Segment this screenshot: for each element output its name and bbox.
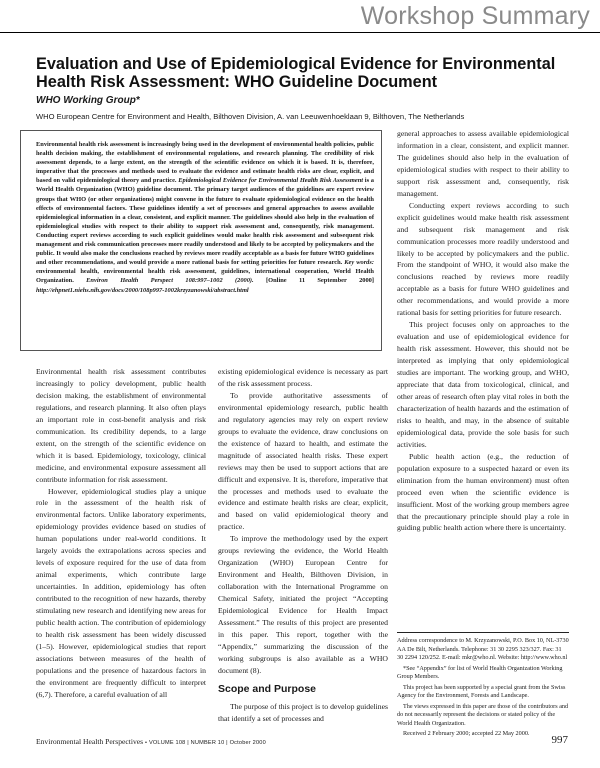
citation: Environ Health Perspect 108:997–1002 (2000). xyxy=(86,277,254,285)
paragraph: existing epidemiological evidence is necessary as part of the risk assessment process. xyxy=(218,367,388,388)
journal-name: Environmental Health Perspectives xyxy=(36,737,144,746)
section-label: Workshop Summary xyxy=(360,2,590,30)
article-title: Evaluation and Use of Epidemiological Evidence for Environmental Health Risk Assessment: WHO Guideline Document xyxy=(36,55,556,91)
column-3 xyxy=(397,128,569,534)
paragraph: To provide authoritative assessments of environmental epidemiology research, public health and regulatory agencies may rely on expert review groups to evaluate the evidence, draw conclusions on the existence of hazard to health, and estimate the magnitude of associated health risks. These expert reviews may then be used to support actions that are difficult and expensive. It is, therefore, imperative that the processes and methods used to evaluate the evidence and estimate health risks are clear, explicit, and based on valid epidemiological theory and practice. xyxy=(218,390,388,532)
appendix-note: *See “Appendix” for list of World Health Organization Working Group Members. xyxy=(397,664,563,680)
section-heading: Scope and Purpose xyxy=(218,682,317,695)
running-footer xyxy=(36,737,266,746)
disclaimer-note: The views expressed in this paper are those of the contributors and do not necessarily represent the decisions or stated policy of the World Health Organization. xyxy=(397,702,569,727)
abstract-url[interactable]: http://ehpnet1.niehs.nih.gov/docs/2000/108p997-1002krzyzanowski/abstract.html xyxy=(36,286,249,294)
paragraph: Conducting expert reviews according to such explicit guidelines would make health risk assessment and subsequent risk management and risk communication processes more readily understood and likely to be accepted by policymakers and the public. From the standpoint of WHO, it would also make the conclusions reached by reviews more readily acceptable as a basis for future WHO guidelines and other recommendations, and would provide a more rational basis for setting priorities for future research. xyxy=(397,200,569,318)
received-note: Received 2 February 2000; accepted 22 May 2000. xyxy=(403,730,530,737)
paragraph: Environmental health risk assessment contributes increasingly to policy development, public health decision making, the establishment of environmental regulations, and research planning. It also often plays an important role in cost-benefit analysis and risk communication. Its credibility depends, to a large extent, on the strength of the scientific evidence on which it is based. Epidemiology, toxicology, clinical medicine, and environmental exposure assessment all contribute information for risk assessment. xyxy=(36,367,206,484)
paragraph: This project focuses only on approaches to the evaluation and use of epidemiological evidence for health risk assessment. However, this should not be interpreted as implying that only epidemiological studies are important. The working group, and WHO, appreciate that data from toxicological, clinical, and other areas of research often play vital roles in both the characterization of health hazards and the estimation of risks to health, and may, in the absence of suitable epidemiological data, provide the sole basis for such activities. xyxy=(397,320,569,449)
column-2 xyxy=(218,366,388,725)
page-number: 997 xyxy=(551,734,568,746)
column-1 xyxy=(36,366,206,701)
abstract-text-2: is a World Health Organization (WHO) guideline document. The primary target audiences of the guidelines are expert review groups that WHO (or other organizations) might convene in the future to evaluate epidemiological evidence on the health effects of environmental factors. These guidelines identify a set of processes and general approaches to assess available epidemiological information in a clear, consistent, and explicit manner. The guidelines should also help in the evaluation of epidemiological studies with respect to their ability to support risk assessment and, consequently, risk management. Conducting expert reviews according to such explicit guidelines would make health risk assessment and subsequent risk management and risk communication processes more readily understood and likely to be accepted by policymakers and the public. It would also make the conclusions reached by reviews more readily acceptable as a basis for future WHO guidelines and other recommendations, and would provide a more rational basis for setting priorities for future research. xyxy=(36,177,374,267)
issue-info: • VOLUME 108 | NUMBER 10 | October 2000 xyxy=(145,740,266,746)
online-date: [Online 11 September 2000] xyxy=(253,277,374,285)
footnotes xyxy=(397,632,569,741)
abstract xyxy=(36,140,374,295)
correspondence-address: Address correspondence to M. Krzyzanowski, P.O. Box 10, NL-3730 AA De Bilt, Netherlands. Telephone: 31 30 2295 323/327. Fax: 31 30 2294 120/252. E-mail: mkr@who.nl. Website: http://www.who.nl xyxy=(397,637,569,661)
affiliation: WHO European Centre for Environment and Health, Bilthoven Division, A. van Leeuwenhoeklaan 9, Bilthoven, The Netherlands xyxy=(36,112,465,121)
paragraph: Public health action (e.g., the reduction of population exposure to a suspected hazard or even its elimination from the human environment) must often proceed even when the scientific evidence is insufficient. Most of the working group members agree that the precautionary principle should play a role in guiding public health action where there is uncertainty. xyxy=(397,451,569,533)
abstract-title-italic: Epidemiological Evidence for Environmental Health Risk Assessment xyxy=(178,177,364,185)
author-line: WHO Working Group* xyxy=(36,95,140,106)
support-note: This project has been supported by a special grant from the Swiss Agency for the Environment, Forests and Landscape. xyxy=(397,683,566,699)
paragraph: The purpose of this project is to develop guidelines that identify a set of processes and xyxy=(218,701,388,723)
paragraph: general approaches to assess available epidemiological information in a clear, consistent, and explicit manner. The guidelines should also help in the evaluation of epidemiological studies with respect to their ability to support risk assessment and, consequently, risk management. xyxy=(397,129,569,198)
keywords-label: Key words: xyxy=(344,259,374,267)
abstract-text-1: Environmental health risk assessment is increasingly being used in the development of environmental health policies, public health decision making, the establishment of environmental regulations, and research planning. The credibility of risk assessment depends, to a large extent, on the strength of the scientific evidence on which it is based. It is, therefore, imperative that the processes and methods used to evaluate the evidence and estimate health risks are clear, explicit, and based on valid epidemiological theory and practice. xyxy=(36,141,374,185)
header-rule xyxy=(0,32,600,33)
paragraph: To improve the methodology used by the expert groups reviewing the evidence, the World Health Organization (WHO) European Centre for Environment and Health, Bilthoven Division, in collaboration with the International Programme on Chemical Safety, initiated the project “Accepting Epidemiological Evidence for Health Impact Assessment.” The results of this project are presented in this paper. This report, together with the “Appendix,” summarizing the discussion of the working subgroups is also available as a WHO document (8). xyxy=(218,534,388,675)
paragraph: However, epidemiological studies play a unique role in the assessment of the health risk of environmental factors. Unlike laboratory experiments, epidemiology provides evidence based on studies of human populations under real-world conditions. It largely avoids the extrapolations across species and levels of exposure required for the use of data from animal experiments, which contribute large uncertainties. In addition, epidemiology has often contributed to the recognition of new hazards, thereby stimulating new research and identifying new areas for public health action. The contribution of epidemiology to health risk assessment has been widely discussed (1–5). However, epidemiological studies that report associations between measures of the health of populations and the presence of hazardous factors in the environment are frequently difficult to interpret (6,7). Therefore, a careful evaluation of all xyxy=(36,486,206,699)
keywords: environmental health, environmental health risk assessment, guidelines, international cooperation, World Health Organization. xyxy=(36,268,374,285)
